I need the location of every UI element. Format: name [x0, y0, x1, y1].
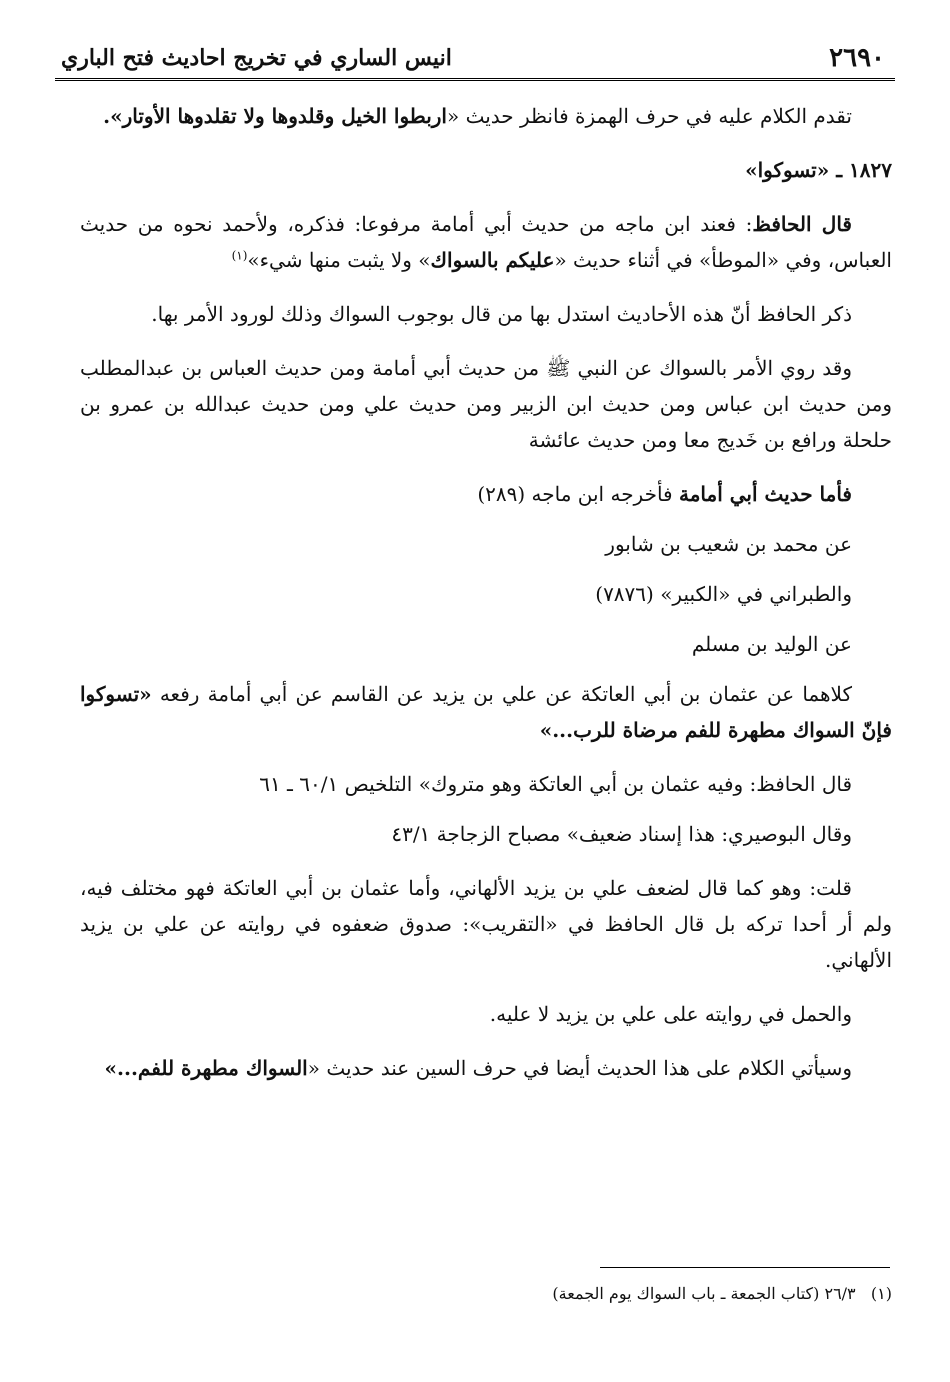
paragraph-7: عن محمد بن شعيب بن شابور — [605, 532, 852, 556]
quoted-hadith: عليكم بالسواك — [430, 248, 555, 272]
paragraph-1-text: تقدم الكلام عليه في حرف الهمزة فانظر حديث « — [446, 104, 852, 128]
paragraph-11: قال الحافظ: وفيه عثمان بن أبي العاتكة وهو متروك» التلخيص ٦٠/١ ـ ٦١ — [259, 772, 852, 796]
quote-close: ». — [103, 104, 123, 128]
page-header — [55, 38, 895, 81]
paragraph-6-text: فأخرجه ابن ماجه (٢٨٩) — [477, 482, 679, 506]
paragraph-8: والطبراني في «الكبير» (٧٨٧٦) — [595, 582, 852, 606]
hadith-heading: ١٨٢٧ ـ «تسوكوا» — [745, 158, 892, 182]
paragraph-14: والحمل في روايته على علي بن يزيد لا عليه. — [489, 1002, 852, 1026]
paragraph-5: وقد روي الأمر بالسواك عن النبي ﷺ من حديث أبي أمامة ومن حديث العباس بن عبدالمطلب ومن حديث ابن عباس ومن حديث ابن الزبير ومن حديث علي ومن حديث عبدالله بن عمرو بن حلحلة ورافع بن خَديج معا ومن حديث عائشة — [80, 356, 892, 452]
paragraph-9: عن الوليد بن مسلم — [691, 632, 852, 656]
paragraph-13: قلت: وهو كما قال لضعف علي بن يزيد الألهاني، وأما عثمان بن أبي العاتكة فهو مختلف فيه، ولم أر أحدا تركه بل قال الحافظ في «التقريب»: صدوق ضعفوه في روايته عن علي بن يزيد الألهاني. — [80, 876, 892, 972]
quoted-hadith: السواك مطهرة للفم... — [117, 1056, 308, 1080]
footnote — [470, 1282, 892, 1306]
running-title: انيس الساري في تخريج احاديث فتح الباري — [61, 45, 452, 71]
footnote-ref: (١) — [231, 248, 248, 263]
paragraph-15 — [80, 1050, 892, 1086]
paragraph-4: ذكر الحافظ أنّ هذه الأحاديث استدل بها من قال بوجوب السواك وذلك لورود الأمر بها. — [151, 302, 852, 326]
paragraph-6 — [80, 476, 892, 512]
quoted-hadith: «تسوكوا فإنّ السواك مطهرة للفم مرضاة للرب...» — [80, 682, 892, 742]
footnote-number: (١) — [870, 1284, 892, 1303]
paragraph-10-text: كلاهما عن عثمان بن أبي العاتكة عن علي بن يزيد عن القاسم عن أبي أمامة رفعه — [159, 682, 852, 706]
section-lead: فأما حديث أبي أمامة — [678, 482, 852, 506]
quoted-hadith: اربطوا الخيل وقلدوها ولا تقلدوها الأوتار — [122, 104, 447, 128]
paragraph-3-end: » ولا يثبت منها شيء» — [247, 248, 431, 272]
page-number: ٢٦٩٠ — [829, 43, 885, 73]
paragraph-3-text: : فعند ابن ماجه من حديث أبي أمامة مرفوعا: فذكره، ولأحمد نحوه من حديث العباس، وفي «الموطأ» في أثناء حديث « — [80, 212, 892, 272]
hafiz-label: قال الحافظ — [752, 212, 852, 236]
paragraph-15-text: وسيأتي الكلام على هذا الحديث أيضا في حرف السين عند حديث « — [307, 1056, 852, 1080]
paragraph-1 — [80, 98, 892, 134]
paragraph-3 — [80, 206, 892, 278]
paragraph-10 — [80, 676, 892, 748]
footnote-separator — [600, 1267, 890, 1268]
footnote-text: ٢٦/٣ (كتاب الجمعة ـ باب السواك يوم الجمعة) — [552, 1284, 856, 1303]
paragraph-12: وقال البوصيري: هذا إسناد ضعيف» مصباح الزجاجة ٤٣/١ — [391, 822, 852, 846]
quote-close: » — [104, 1056, 118, 1080]
main-text — [80, 98, 892, 1104]
